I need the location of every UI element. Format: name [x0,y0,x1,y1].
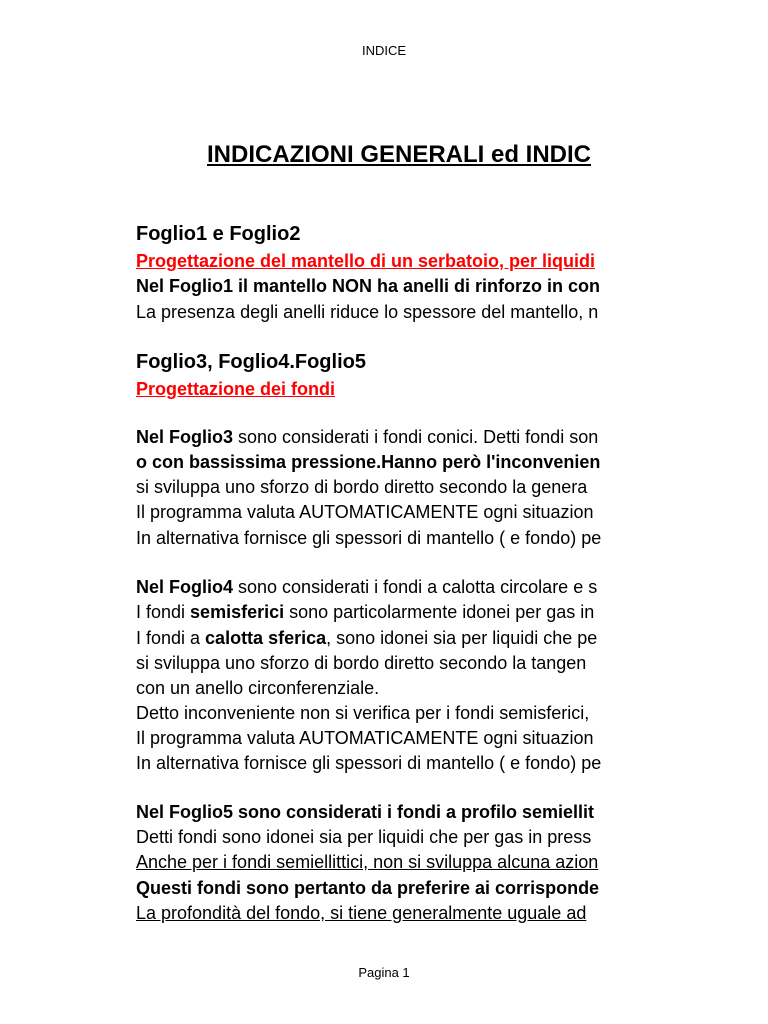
p4-line2-c: sono particolarmente idonei per gas in [284,602,595,622]
p3-line3: si sviluppa uno sforzo di bordo diretto secondo la genera [136,477,588,497]
p4-line3 [136,627,597,649]
mantello-link[interactable]: Progettazione del mantello di un serbatoio, per liquidi [136,251,596,271]
p4-line2 [136,601,594,623]
p4-line6: Detto inconveniente non si verifica per i fondi semisferici, [136,703,590,723]
p5-line4: Questi fondi sono pertanto da preferire ai corrisponde [136,878,600,898]
foglio1-note: Nel Foglio1 il mantello NON ha anelli di rinforzo in con [136,276,601,296]
section-heading-foglio1-2: Foglio1 e Foglio2 [136,223,301,245]
p4-line2-a: I fondi [136,602,191,622]
p4-line4: si sviluppa uno sforzo di bordo diretto secondo la tangen [136,653,587,673]
p5-line1: Nel Foglio5 sono considerati i fondi a profilo semiellit [136,802,595,822]
p3-line2: o con bassissima pressione.Hanno però l'inconvenien [136,452,601,472]
fondi-link[interactable]: Progettazione dei fondi [136,379,336,399]
anelli-note: La presenza degli anelli riduce lo spessore del mantello, n [136,302,599,322]
p3-line1 [136,426,598,448]
p4-line7: Il programma valuta AUTOMATICAMENTE ogni situazion [136,728,594,748]
p4-foglio4-label: Nel Foglio4 [136,577,234,597]
p5-line5: La profondità del fondo, si tiene generalmente uguale ad [136,903,587,923]
p5-line2: Detti fondi sono idonei sia per liquidi che per gas in press [136,827,592,847]
section-heading-foglio3-5: Foglio3, Foglio4.Foglio5 [136,351,366,373]
p4-line3-c: , sono idonei sia per liquidi che pe [326,628,598,648]
document-title: INDICAZIONI GENERALI ed INDIC [207,141,592,168]
page-header: INDICE [361,43,407,58]
p3-line5: In alternativa fornisce gli spessori di mantello ( e fondo) pe [136,528,602,548]
p4-line3-a: I fondi a [136,628,206,648]
p3-line4: Il programma valuta AUTOMATICAMENTE ogni situazion [136,502,594,522]
p4-line8: In alternativa fornisce gli spessori di mantello ( e fondo) pe [136,753,602,773]
p5-line3: Anche per i fondi semiellittici, non si sviluppa alcuna azion [136,852,599,872]
p4-calotta-sferica: calotta sferica [205,628,327,648]
p4-line1-text: sono considerati i fondi a calotta circolare e s [233,577,598,597]
p4-line1 [136,576,597,598]
p3-foglio3-label: Nel Foglio3 [136,427,234,447]
page-footer: Pagina 1 [358,965,410,980]
p3-line1-text: sono considerati i fondi conici. Detti fondi son [233,427,599,447]
p4-semisferici: semisferici [190,602,285,622]
p4-line5: con un anello circonferenziale. [136,678,380,698]
